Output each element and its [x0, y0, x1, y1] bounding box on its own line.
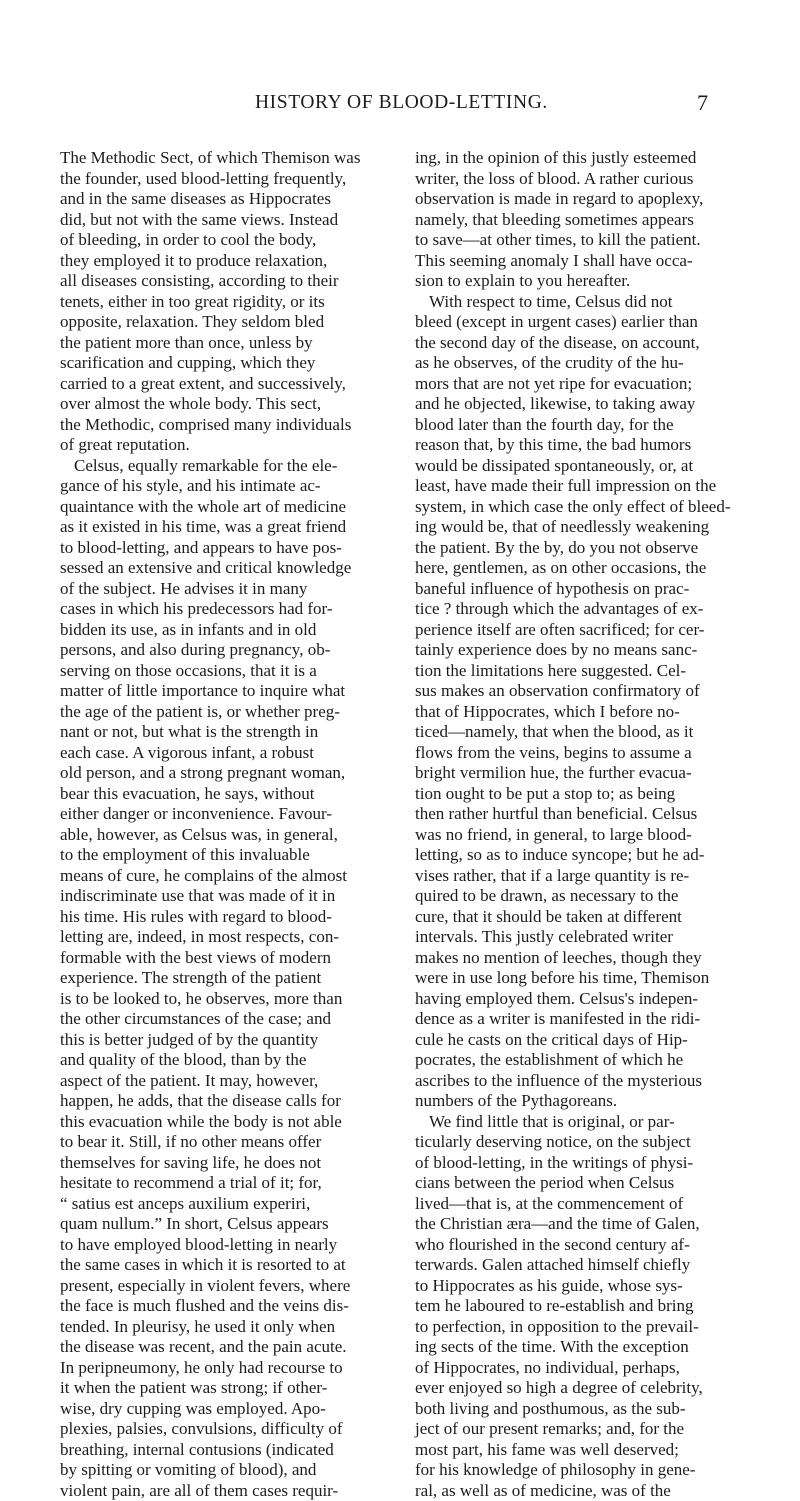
text-line: having employed them. Celsus's indepen-	[415, 989, 756, 1010]
text-line: gance of his style, and his intimate ac-	[60, 476, 397, 497]
text-line: for his knowledge of philosophy in gene-	[415, 1460, 756, 1481]
text-line: of bleeding, in order to cool the body,	[60, 230, 397, 251]
text-line: is to be looked to, he observes, more than	[60, 989, 397, 1010]
text-line: letting, so as to induce syncope; but he ad-	[415, 845, 756, 866]
text-line: experience. The strength of the patient	[60, 968, 397, 989]
text-line: quired to be drawn, as necessary to the	[415, 886, 756, 907]
text-line: dence as a writer is manifested in the ridi-	[415, 1009, 756, 1030]
text-line: formable with the best views of modern	[60, 948, 397, 969]
text-line: numbers of the Pythagoreans.	[415, 1091, 756, 1112]
page-header	[0, 92, 800, 116]
text-line: ticularly deserving notice, on the subject	[415, 1132, 756, 1153]
text-line: hesitate to recommend a trial of it; for,	[60, 1173, 397, 1194]
text-line: tion the limitations here suggested. Cel-	[415, 661, 756, 682]
text-line: was no friend, in general, to large blood-	[415, 825, 756, 846]
text-line: the same cases in which it is resorted to at	[60, 1255, 397, 1276]
text-line: In peripneumony, he only had recourse to	[60, 1358, 397, 1379]
text-line: would be dissipated spontaneously, or, at	[415, 456, 756, 477]
text-line: the founder, used blood-letting frequently,	[60, 169, 397, 190]
text-line: quam nullum.” In short, Celsus appears	[60, 1214, 397, 1235]
text-line: “ satius est anceps auxilium experiri,	[60, 1194, 397, 1215]
text-line: the patient more than once, unless by	[60, 333, 397, 354]
text-line: tem he laboured to re-establish and bring	[415, 1296, 756, 1317]
text-line: the patient. By the by, do you not observe	[415, 538, 756, 559]
text-line: The Methodic Sect, of which Themison was	[60, 148, 397, 169]
text-line: scarification and cupping, which they	[60, 353, 397, 374]
text-line: to blood-letting, and appears to have pos-	[60, 538, 397, 559]
text-line: his time. His rules with regard to blood-	[60, 907, 397, 928]
text-line: most part, his fame was well deserved;	[415, 1440, 756, 1461]
text-line: as it existed in his time, was a great friend	[60, 517, 397, 538]
text-line: persons, and also during pregnancy, ob-	[60, 640, 397, 661]
text-line: the disease was recent, and the pain acute.	[60, 1337, 397, 1358]
text-line: who flourished in the second century af-	[415, 1235, 756, 1256]
text-line: carried to a great extent, and successively,	[60, 374, 397, 395]
text-line: sion to explain to you hereafter.	[415, 271, 756, 292]
text-line: were in use long before his time, Themison	[415, 968, 756, 989]
text-line: to have employed blood-letting in nearly	[60, 1235, 397, 1256]
text-line: of blood-letting, in the writings of physi-	[415, 1153, 756, 1174]
page-number: 7	[697, 90, 708, 116]
text-line: Celsus, equally remarkable for the ele-	[60, 456, 397, 477]
text-line: makes no mention of leeches, though they	[415, 948, 756, 969]
text-line: reason that, by this time, the bad humors	[415, 435, 756, 456]
text-line: blood later than the fourth day, for the	[415, 415, 756, 436]
text-line: present, especially in violent fevers, where	[60, 1276, 397, 1297]
text-line: of Hippocrates, no individual, perhaps,	[415, 1358, 756, 1379]
text-line: opposite, relaxation. They seldom bled	[60, 312, 397, 333]
text-line: tainly experience does by no means sanc-	[415, 640, 756, 661]
text-line: of the subject. He advises it in many	[60, 579, 397, 600]
text-line: intervals. This justly celebrated writer	[415, 927, 756, 948]
text-line: cians between the period when Celsus	[415, 1173, 756, 1194]
text-line: violent pain, are all of them cases requir-	[60, 1481, 397, 1501]
text-line: This seeming anomaly I shall have occa-	[415, 251, 756, 272]
text-line: the face is much flushed and the veins dis-	[60, 1296, 397, 1317]
text-line: ascribes to the influence of the mysterious	[415, 1071, 756, 1092]
text-line: observation is made in regard to apoplexy,	[415, 189, 756, 210]
text-line: by spitting or vomiting of blood), and	[60, 1460, 397, 1481]
text-line: pocrates, the establishment of which he	[415, 1050, 756, 1071]
text-line: wise, dry cupping was employed. Apo-	[60, 1399, 397, 1420]
running-head: HISTORY OF BLOOD-LETTING.	[255, 92, 548, 114]
text-line: all diseases consisting, according to their	[60, 271, 397, 292]
text-line: to perfection, in opposition to the prevail-	[415, 1317, 756, 1338]
text-line: ing sects of the time. With the exception	[415, 1337, 756, 1358]
text-line: breathing, internal contusions (indicated	[60, 1440, 397, 1461]
text-line: then rather hurtful than beneficial. Celsus	[415, 804, 756, 825]
text-line: the Christian æra—and the time of Galen,	[415, 1214, 756, 1235]
text-line: the Methodic, comprised many individuals	[60, 415, 397, 436]
right-column	[415, 148, 756, 1501]
text-line: to save—at other times, to kill the patient.	[415, 230, 756, 251]
text-line: serving on those occasions, that it is a	[60, 661, 397, 682]
text-line: ticed—namely, that when the blood, as it	[415, 722, 756, 743]
text-line: tended. In pleurisy, he used it only when	[60, 1317, 397, 1338]
text-line: the age of the patient is, or whether preg-	[60, 702, 397, 723]
text-line: least, have made their full impression on the	[415, 476, 756, 497]
text-line: cule he casts on the critical days of Hip-	[415, 1030, 756, 1051]
text-line: indiscriminate use that was made of it in	[60, 886, 397, 907]
text-line: perience itself are often sacrificed; for cer-	[415, 620, 756, 641]
text-line: themselves for saving life, he does not	[60, 1153, 397, 1174]
text-line: they employed it to produce relaxation,	[60, 251, 397, 272]
text-line: cure, that it should be taken at different	[415, 907, 756, 928]
text-line: ing, in the opinion of this justly esteemed	[415, 148, 756, 169]
text-line: it when the patient was strong; if other-	[60, 1378, 397, 1399]
text-line: as he observes, of the crudity of the hu-	[415, 353, 756, 374]
text-line: and in the same diseases as Hippocrates	[60, 189, 397, 210]
text-line: tenets, either in too great rigidity, or its	[60, 292, 397, 313]
text-line: ral, as well as of medicine, was of the	[415, 1481, 756, 1501]
text-line: bear this evacuation, he says, without	[60, 784, 397, 805]
text-line: over almost the whole body. This sect,	[60, 394, 397, 415]
text-line: mors that are not yet ripe for evacuation;	[415, 374, 756, 395]
text-line: ing would be, that of needlessly weakening	[415, 517, 756, 538]
text-line: namely, that bleeding sometimes appears	[415, 210, 756, 231]
text-line: nant or not, but what is the strength in	[60, 722, 397, 743]
text-line: ject of our present remarks; and, for the	[415, 1419, 756, 1440]
text-line: flows from the veins, begins to assume a	[415, 743, 756, 764]
text-line: to bear it. Still, if no other means offer	[60, 1132, 397, 1153]
text-line: aspect of the patient. It may, however,	[60, 1071, 397, 1092]
text-line: We find little that is original, or par-	[415, 1112, 756, 1133]
text-line: happen, he adds, that the disease calls for	[60, 1091, 397, 1112]
text-line: matter of little importance to inquire what	[60, 681, 397, 702]
text-line: vises rather, that if a large quantity is re-	[415, 866, 756, 887]
text-line: letting are, indeed, in most respects, con-	[60, 927, 397, 948]
text-line: tion ought to be put a stop to; as being	[415, 784, 756, 805]
text-line: did, but not with the same views. Instead	[60, 210, 397, 231]
text-line: cases in which his predecessors had for-	[60, 599, 397, 620]
text-line: sessed an extensive and critical knowledge	[60, 558, 397, 579]
text-line: terwards. Galen attached himself chiefly	[415, 1255, 756, 1276]
text-line: that of Hippocrates, which I before no-	[415, 702, 756, 723]
text-line: both living and posthumous, as the sub-	[415, 1399, 756, 1420]
text-line: baneful influence of hypothesis on prac-	[415, 579, 756, 600]
text-line: tice ? through which the advantages of ex-	[415, 599, 756, 620]
text-line: plexies, palsies, convulsions, difficulty of	[60, 1419, 397, 1440]
text-line: sus makes an observation confirmatory of	[415, 681, 756, 702]
text-line: here, gentlemen, as on other occasions, the	[415, 558, 756, 579]
text-line: and quality of the blood, than by the	[60, 1050, 397, 1071]
text-line: this evacuation while the body is not able	[60, 1112, 397, 1133]
text-line: system, in which case the only effect of bleed-	[415, 497, 756, 518]
text-line: either danger or inconvenience. Favour-	[60, 804, 397, 825]
text-line: each case. A vigorous infant, a robust	[60, 743, 397, 764]
text-line: ever enjoyed so high a degree of celebrity,	[415, 1378, 756, 1399]
text-line: means of cure, he complains of the almost	[60, 866, 397, 887]
text-line: With respect to time, Celsus did not	[415, 292, 756, 313]
text-line: able, however, as Celsus was, in general,	[60, 825, 397, 846]
text-line: of great reputation.	[60, 435, 397, 456]
text-line: bidden its use, as in infants and in old	[60, 620, 397, 641]
text-line: lived—that is, at the commencement of	[415, 1194, 756, 1215]
left-column	[60, 148, 397, 1501]
text-line: and he objected, likewise, to taking away	[415, 394, 756, 415]
text-line: the other circumstances of the case; and	[60, 1009, 397, 1030]
text-line: the second day of the disease, on account,	[415, 333, 756, 354]
text-line: bleed (except in urgent cases) earlier than	[415, 312, 756, 333]
text-line: to Hippocrates as his guide, whose sys-	[415, 1276, 756, 1297]
text-line: to the employment of this invaluable	[60, 845, 397, 866]
text-line: old person, and a strong pregnant woman,	[60, 763, 397, 784]
text-line: quaintance with the whole art of medicine	[60, 497, 397, 518]
text-line: this is better judged of by the quantity	[60, 1030, 397, 1051]
text-line: writer, the loss of blood. A rather curious	[415, 169, 756, 190]
text-line: bright vermilion hue, the further evacua-	[415, 763, 756, 784]
